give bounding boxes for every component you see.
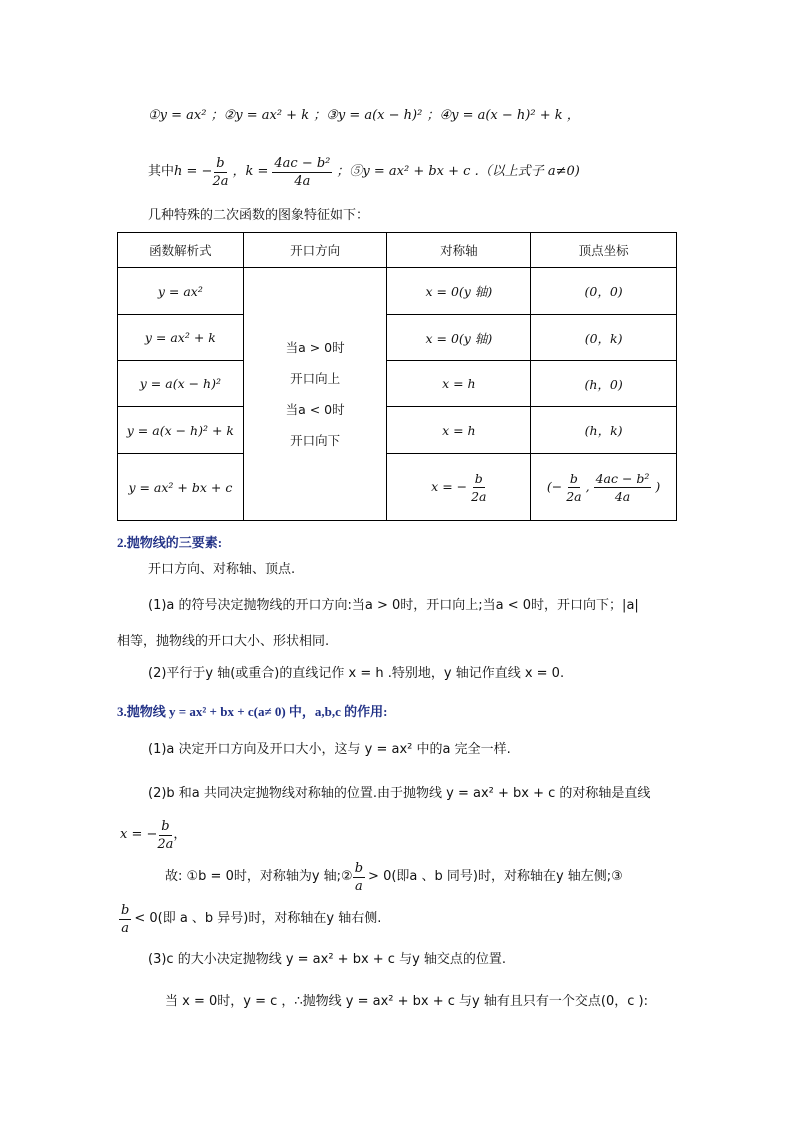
axis-formula-fraction: [157, 818, 173, 853]
b-over-a-numerator: b: [354, 860, 364, 876]
axis-fraction: [471, 470, 486, 505]
section3-line2: (2)b 和a 共同决定抛物线对称轴的位置.由于抛物线 y = ax² + bx + c 的对称轴是直线: [148, 786, 651, 801]
k-label: ，k =: [232, 164, 269, 179]
table-row: [118, 454, 677, 521]
section3-line5: [119, 898, 381, 940]
k-numerator: 4ac − b²: [274, 155, 331, 171]
section3-line5-b: < 0(即 a 、b 异号)时，对称轴在y 轴右侧.: [134, 911, 382, 926]
table-intro: 几种特殊的二次函数的图象特征如下：: [148, 208, 370, 223]
section2-line3: 相等，抛物线的开口大小、形状相同.: [117, 634, 330, 649]
axis-formula-numerator: b: [161, 818, 170, 834]
b-over-a-numerator: b: [121, 902, 130, 918]
vertex-fraction-x: [566, 470, 581, 505]
b-over-a-denominator: a: [355, 878, 363, 894]
axis-cell: x = 0(y 轴): [387, 268, 531, 315]
section2-line4: (2)平行于y 轴(或重合)的直线记作 x = h .特别地，y 轴记作直线 x = 0.: [148, 666, 565, 681]
vertex-close: ): [655, 478, 661, 494]
function-cell: y = a(x − h)²: [118, 361, 244, 407]
section3-line6: (3)c 的大小决定抛物线 y = ax² + bx + c 与y 轴交点的位置.: [148, 952, 507, 967]
h-denominator: 2a: [212, 173, 229, 189]
h-label: h = −: [174, 164, 213, 179]
section3-axis-line: [120, 814, 186, 856]
axis-denominator: 2a: [471, 488, 487, 504]
section3-heading: 3.抛物线 y = ax² + bx + c(a≠ 0) 中，a,b,c 的作用:: [117, 704, 388, 719]
b-over-a-fraction: [353, 860, 365, 895]
k-denominator: 4a: [294, 173, 311, 189]
function-cell: y = ax²: [118, 268, 244, 315]
section3-line7: 当 x = 0时，y = c ，∴抛物线 y = ax² + bx + c 与y 轴有且只有一个交点(0，c ):: [165, 994, 648, 1009]
table-row: [118, 407, 677, 454]
axis-formula-denominator: 2a: [157, 836, 174, 852]
section3-line4: [165, 856, 623, 898]
vertex-cell: (0，0): [531, 268, 677, 315]
where-line: [148, 152, 580, 192]
b-over-a-fraction-2: [119, 902, 131, 937]
k-fraction: [272, 155, 332, 190]
section3-line1: (1)a 决定开口方向及开口大小，这与 y = ax² 中的a 完全一样.: [148, 742, 511, 757]
section2-heading: 2.抛物线的三要素:: [117, 535, 223, 550]
function-cell: y = a(x − h)² + k: [118, 407, 244, 454]
vertex-cell: (0，k): [531, 315, 677, 361]
vertex-x-denominator: 2a: [566, 488, 582, 504]
axis-formula-prefix: x = −: [120, 827, 158, 842]
vertex-y-denominator: 4a: [614, 488, 631, 504]
table-header-row: [118, 233, 677, 268]
vertex-separator: ,: [585, 478, 590, 494]
vertex-x-numerator: b: [569, 470, 578, 486]
table-row: [118, 361, 677, 407]
section2-line1: 开口方向、对称轴、顶点.: [148, 562, 296, 577]
axis-prefix: x = −: [431, 478, 468, 494]
direction-line: 当a < 0时: [285, 402, 345, 417]
table-row: [118, 268, 677, 315]
function-cell: y = ax² + bx + c: [118, 454, 244, 521]
direction-line: 当a > 0时: [285, 340, 345, 355]
vertex-cell-general: [531, 454, 677, 521]
section2-line2: (1)a 的符号决定抛物线的开口方向:当a > 0时，开口向上;当a < 0时，开口向下；|a|: [148, 598, 639, 613]
b-over-a-denominator: a: [121, 920, 130, 936]
axis-cell: x = 0(y 轴): [387, 315, 531, 361]
direction-line: 开口向上: [290, 371, 341, 386]
h-fraction: [212, 155, 228, 190]
vertex-cell: (h，0): [531, 361, 677, 407]
direction-cell: [243, 268, 387, 521]
axis-cell: x = h: [387, 407, 531, 454]
axis-numerator: b: [474, 470, 483, 486]
vertex-open: (−: [546, 478, 563, 494]
direction-line: 开口向下: [290, 433, 341, 448]
form5-text: ；⑤y = ax² + bx + c .（以上式子 a≠0): [336, 164, 580, 179]
vertex-y-numerator: 4ac − b²: [595, 470, 650, 486]
where-prefix: 其中: [148, 164, 175, 179]
header-function: 函数解析式: [118, 233, 244, 268]
h-numerator: b: [216, 155, 225, 171]
quadratic-features-table: [117, 232, 677, 521]
vertex-fraction-y: [594, 470, 652, 505]
function-cell: y = ax² + k: [118, 315, 244, 361]
table-row: [118, 315, 677, 361]
section3-line4-a: 故: ①b = 0时，对称轴为y 轴;②: [165, 869, 353, 884]
function-forms-line: ①y = ax² ；②y = ax² + k ；③y = a(x − h)² ；④y = a(x − h)² + k ，: [148, 108, 580, 123]
section3-line4-b: > 0(即a 、b 同号)时，对称轴在y 轴左侧;③: [368, 869, 623, 884]
axis-formula-suffix: ，: [173, 827, 187, 842]
header-axis: 对称轴: [387, 233, 531, 268]
axis-cell: x = h: [387, 361, 531, 407]
header-direction: 开口方向: [243, 233, 387, 268]
vertex-cell: (h，k): [531, 407, 677, 454]
axis-cell-general: [387, 454, 531, 521]
header-vertex: 顶点坐标: [531, 233, 677, 268]
